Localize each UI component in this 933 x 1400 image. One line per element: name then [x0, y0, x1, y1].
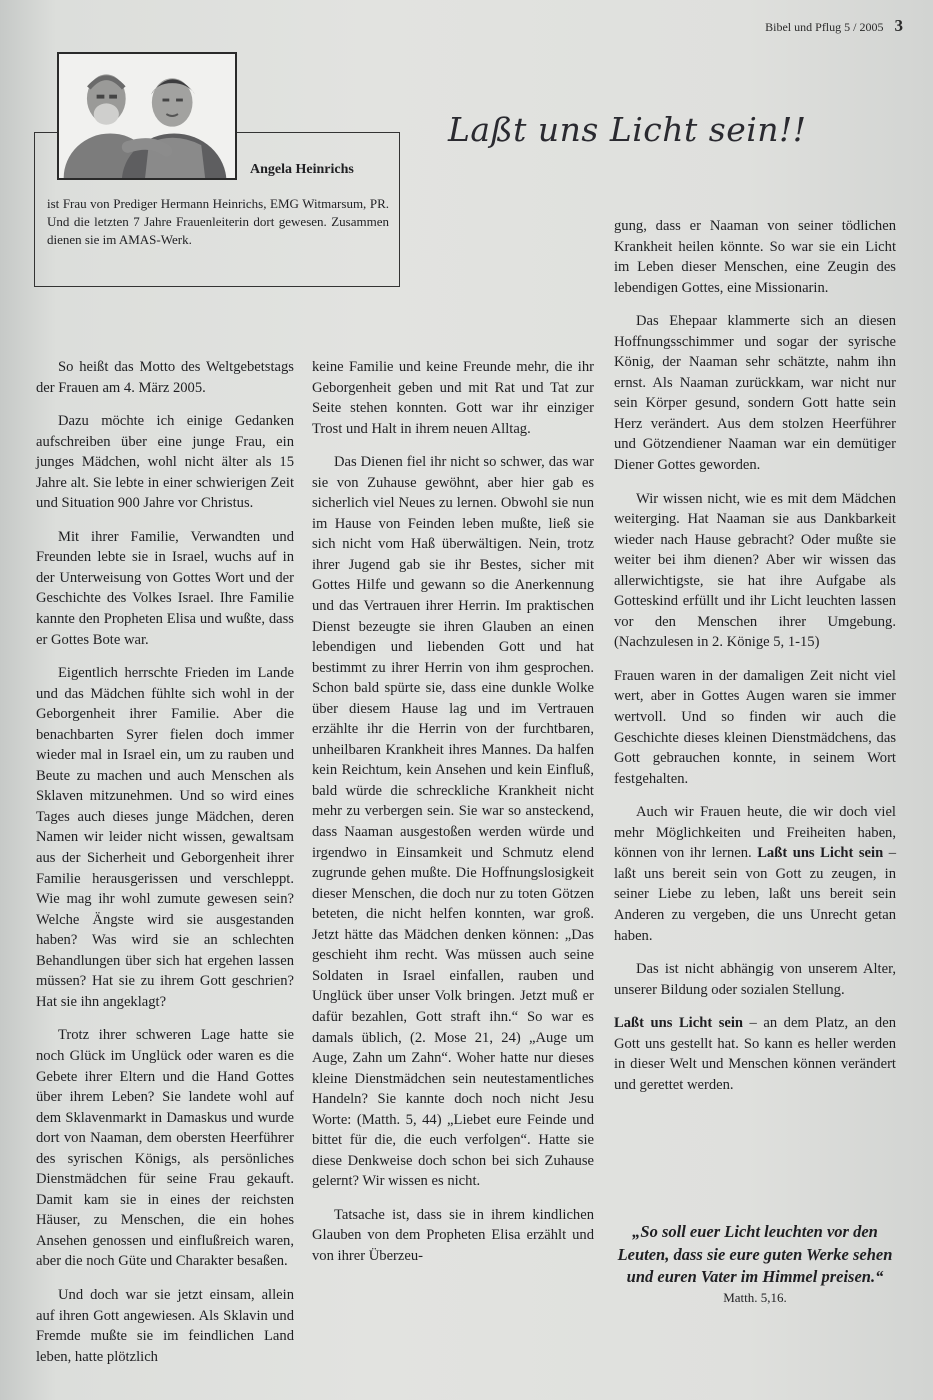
- article-column-1: [36, 357, 294, 1380]
- paragraph-motto-call: [614, 802, 896, 946]
- paragraph: Frauen waren in der damaligen Zeit nicht viel wert, aber in Gottes Augen waren sie immer wertvoll. Und so finden wir auch die Geschichte dieses kleinen Dienstmädchens, das Gott gebrauchen konnte, in seinem Wort festgehalten.: [614, 667, 896, 787]
- motto-emphasis: Laßt uns Licht sein: [614, 1015, 744, 1032]
- article-column-2: [312, 357, 594, 1280]
- bible-quote: [614, 1221, 896, 1307]
- paragraph: Dazu möchte ich einige Gedanken aufschreiben über eine junge Frau, ein junges Mädchen, wohl nicht älter als 15 Jahre alt. Sie lebte in einer schwierigen Zeit und Situation 900 Jahre vor Christus.: [36, 413, 294, 512]
- paragraph-text: – laßt uns bereit sein von Gott zu zeugen, in seiner Liebe zu leben, laßt uns bereit sein Anderen zu vergeben, die uns Unrecht getan haben.: [614, 845, 896, 944]
- article-column-3: [614, 216, 896, 1108]
- paragraph: Wir wissen nicht, wie es mit dem Mädchen weiterging. Hat Naaman sie aus Dankbarkeit wieder nach Hause gebracht? Oder mußte sie weiter bei ihm dienen? Aber wir wissen das allerwichtigste, sie hat ihre Aufgabe als Gotteskind erfüllt und ihr Licht leuchten lassen vor den Menschen ihrer Umgebung. (Nachzulesen in 2. Könige 5, 1-15): [614, 490, 896, 651]
- paragraph-text: Auch wir Frauen heute, die wir doch viel mehr Möglichkeiten und Freiheiten haben, können von ihr lernen.: [614, 804, 896, 862]
- article-title: Laßt uns Licht sein!!: [448, 110, 807, 149]
- paragraph: keine Familie und keine Freunde mehr, die ihr Geborgenheit geben und mit Rat und Tat zur Seite stehen konnten. Gott war ihr einziger Trost und Halt in ihrem neuen Alltag.: [312, 359, 594, 437]
- paragraph: Eigentlich herrschte Frieden im Lande und das Mädchen fühlte sich wohl in der Geborgenheit ihrer Familie. Aber die benachbarten Syrer fielen doch immer wieder mal in Israel ein, um zu rauben und Beute zu machen und auch Menschen als Sklaven mitzunehmen. Und so wird eines Tages auch dieses junge Mädchen, deren Namen wir leider nicht wissen, gewaltsam aus der Sicherheit und Geborgenheit ihrer Familie herausgerissen und verschleppt. Wie mag ihr wohl zumute gewesen sein? Welche Ängste wird sie ausgestanden haben? Was wird sie an schlechten Behandlungen über sich hat ergehen lassen müssen? Hat sie zu ihrem Gott geschrien? Hat sie ihn angeklagt?: [36, 665, 294, 1010]
- motto-emphasis: Laßt uns Licht sein: [757, 845, 884, 862]
- paragraph: Tatsache ist, dass sie in ihrem kindlichen Glauben von dem Propheten Elisa erzählt und von ihrer Überzeu-: [312, 1206, 594, 1264]
- paragraph: Das ist nicht abhängig von unserem Alter, unserer Bildung oder sozialen Stellung.: [614, 961, 896, 998]
- quote-text: „So soll euer Licht leuchten vor den Leuten, dass sie eure guten Werke sehen und euren Vater im Himmel preisen.“: [617, 1222, 893, 1286]
- paragraph: Mit ihrer Familie, Verwandten und Freunden lebte sie in Israel, wuchs auf in der Unterweisung von Gottes Wort und der Geschichte des Volkes Israel. Ihre Familie kannte den Propheten Elisa und wußte, dass er Gottes Bote war.: [36, 528, 294, 648]
- page-number: 3: [894, 16, 903, 35]
- page-header: [765, 16, 903, 36]
- author-bio: ist Frau von Prediger Hermann Heinrichs, EMG Witmarsum, PR. Und die letzten 7 Jahre Frauenleiterin dort gewesen. Zusammen dienen sie im AMAS-Werk.: [47, 196, 389, 247]
- issue-number: 5 / 2005: [844, 20, 884, 34]
- paragraph: Und doch war sie jetzt einsam, allein auf ihren Gott angewiesen. Als Sklavin und Fremde mußte sie im feindlichen Land leben, hatte plötzlich: [36, 1286, 294, 1365]
- paragraph: Das Dienen fiel ihr nicht so schwer, das war sie von Zuhause gewöhnt, aber hier gab es sicherlich viel Neues zu lernen. Obwohl sie nun im Hause von Feinden leben mußte, ließ sie sich nicht vom Haß überwältigen. Nein, trotz ihrer Jugend gab sie ihr Bestes, sicher mit Gottes Hilfe und gewann so die Anerkennung und das Vertrauen ihrer Herrin. Im praktischen Dienst bezeugte sie ihren Glauben an einen lebendigen und liebenden Gott und hat bestimmt zu ihrer Herrin von ihm gesprochen. Schon bald spürte sie, dass eine dunkle Wolke über diesem Hause lag und im Vertrauen erzählte ihr die Herrin von der furchtbaren, unheilbaren Krankheit ihres Mannes. Da halfen kein Reichtum, kein Ansehen und kein Einfluß, bald würde die schreckliche Krankheit nicht mehr zu verbergen sein. Sie war so ansteckend, dass Naaman ausgestoßen werden würde und irgendwo in Einsamkeit und Schmutz elend zugrunde gehen mußte. Die Hoffnungslosigkeit dieser Menschen, die doch nur zu toten Götzen beteten, die nicht helfen konnten, war groß. Jetzt hätte das Mädchen denken können: „Das geschieht ihm recht. Was müssen auch seine Soldaten in Israel einfallen, rauben und Unglück über unser Volk bringen. Jetzt muß er dafür bezahlen, Gott straft ihn.“ So war es damals üblich, (2. Mose 21, 24) „Auge um Auge, Zahn um Zahn“. Woher hatte nur dieses kleine Dienstmädchen sein neutestamentliches Handeln? Sie kannte doch noch nicht Jesu Worte: (Matth. 5, 44) „Liebet eure Feinde und bittet für die, die euch verfolgen“. Hatte sie diese Denkweise doch schon bei sich Zuhause gelernt? Wir wissen es nicht.: [312, 454, 594, 1190]
- author-name: Angela Heinrichs: [250, 162, 354, 177]
- paragraph: So heißt das Motto des Weltgebetstags der Frauen am 4. März 2005.: [36, 359, 294, 396]
- paragraph: gung, dass er Naaman von seiner tödlichen Krankheit heilen könnte. So war sie ein Licht im Leben dieser Menschen, eine Zeugin des lebendigen Gottes, eine Missionarin.: [614, 218, 896, 296]
- paragraph-text: – an dem Platz, an den Gott uns gestellt hat. So kann es heller werden in dieser Welt und Menschen können verändert und gerettet werden.: [614, 1015, 897, 1093]
- paragraph: Das Ehepaar klammerte sich an diesen Hoffnungsschimmer und sogar der syrische König, der Naaman sehr schätzte, nahm ihn ernst. Als Naaman zurückkam, war nicht nur sein Körper gesund, sondern Gott hatte sein Herz verändert. Aus dem stolzen Heerführer und Götzendiener Naaman war ein demütiger Diener Gottes geworden.: [614, 313, 896, 474]
- author-photo: [57, 52, 237, 180]
- quote-reference: Matth. 5,16.: [723, 1289, 787, 1305]
- paragraph: Trotz ihrer schweren Lage hatte sie noch Glück im Unglück oder waren es die Gebete ihrer Eltern und die Hand Gottes über ihrem Leben? Sie landete wohl auf dem Sklavenmarkt in Damaskus und wurde dort von Naaman, dem obersten Heerführer des syrischen Königs, als persönliches Dienstmädchen für seine Frau gekauft. Damit kam sie in eines der reichsten Häuser, zu Menschen, die ein hohes Ansehen genossen und einflußreich waren, aber die noch Güte und Charakter besaßen.: [36, 1027, 294, 1270]
- publication-name: Bibel und Pflug: [765, 20, 842, 34]
- couple-photo-illustration: [59, 54, 235, 178]
- paragraph-motto-closing: [614, 1013, 896, 1095]
